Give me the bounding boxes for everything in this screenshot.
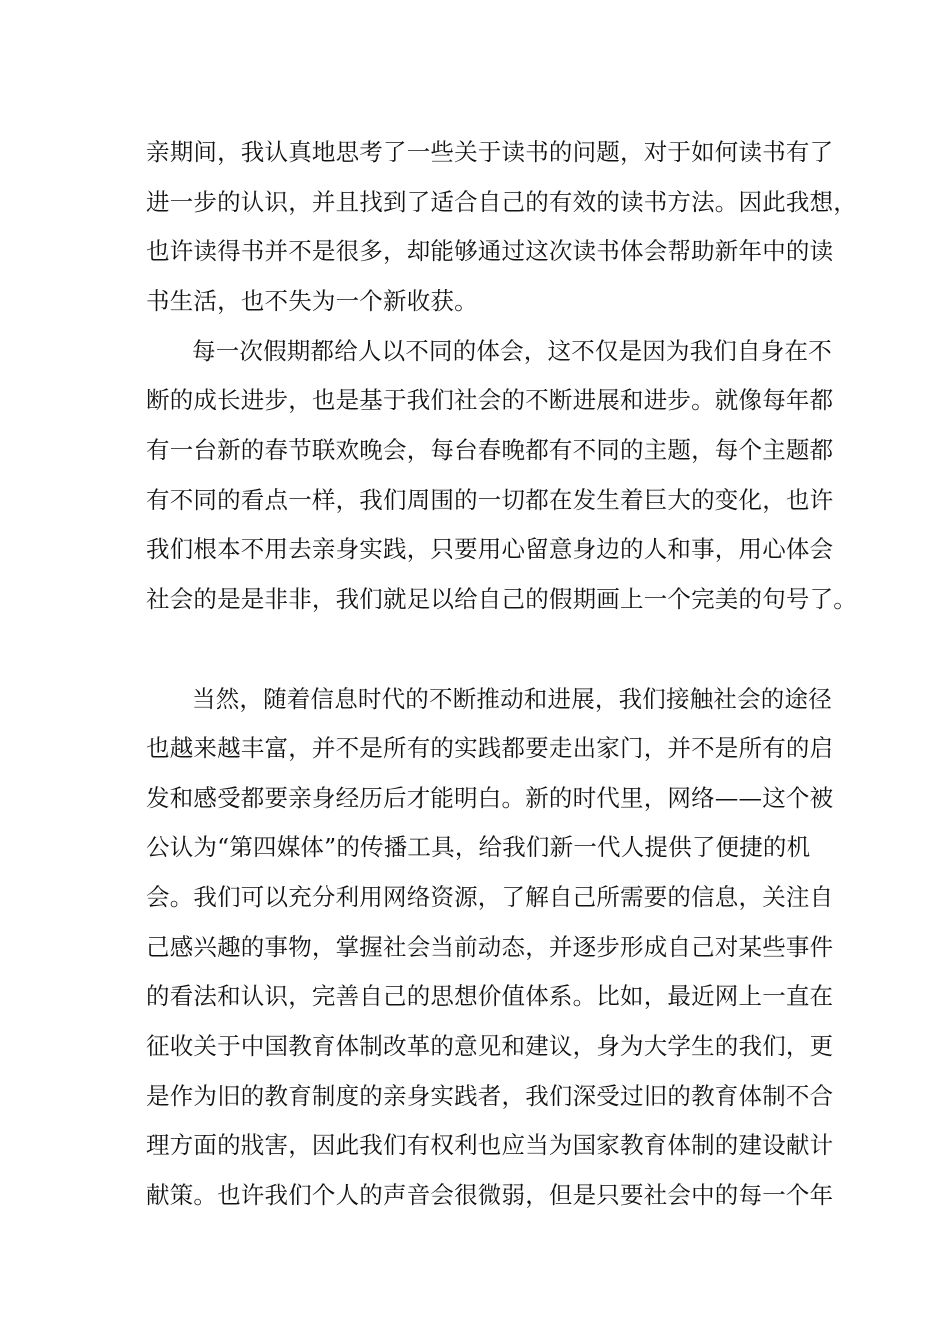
paragraph-3-line-10: 理方面的戕害，因此我们有权利也应当为国家教育体制的建设献计: [146, 1131, 834, 1159]
paragraph-3-line-8: 征收关于中国教育体制改革的意见和建议，身为大学生的我们，更: [146, 1032, 834, 1060]
paragraph-2-line-1: 每一次假期都给人以不同的体会，这不仅是因为我们自身在不: [192, 337, 832, 365]
paragraph-3-line-1: 当然，随着信息时代的不断推动和进展，我们接触社会的途径: [192, 685, 832, 713]
paragraph-3-line-9: 是作为旧的教育制度的亲身实践者，我们深受过旧的教育体制不合: [146, 1082, 834, 1110]
paragraph-3-line-6: 己感兴趣的事物，掌握社会当前动态，并逐步形成自己对某些事件: [146, 933, 834, 961]
paragraph-2-line-4: 有不同的看点一样，我们周围的一切都在发生着巨大的变化，也许: [146, 486, 834, 514]
paragraph-3-line-2: 也越来越丰富，并不是所有的实践都要走出家门，并不是所有的启: [146, 734, 834, 762]
paragraph-1-line-4: 书生活，也不失为一个新收获。: [146, 287, 478, 315]
paragraph-2-line-5: 我们根本不用去亲身实践，只要用心留意身边的人和事，用心体会: [146, 535, 834, 563]
paragraph-2-line-6: 社会的是是非非，我们就足以给自己的假期画上一个完美的句号了。: [146, 585, 857, 613]
paragraph-1-line-3: 也许读得书并不是很多，却能够通过这次读书体会帮助新年中的读: [146, 237, 834, 265]
paragraph-1-line-2: 进一步的认识，并且找到了适合自己的有效的读书方法。因此我想，: [146, 188, 857, 216]
paragraph-3-line-7: 的看法和认识，完善自己的思想价值体系。比如，最近网上一直在: [146, 982, 834, 1010]
paragraph-2-line-2: 断的成长进步，也是基于我们社会的不断进展和进步。就像每年都: [146, 386, 834, 414]
paragraph-3-line-3: 发和感受都要亲身经历后才能明白。新的时代里，网络——这个被: [146, 784, 834, 812]
paragraph-2-line-3: 有一台新的春节联欢晚会，每台春晚都有不同的主题，每个主题都: [146, 436, 834, 464]
paragraph-3-line-4: 公认为“第四媒体”的传播工具，给我们新一代人提供了便捷的机: [146, 833, 811, 861]
paragraph-3-line-5: 会。我们可以充分利用网络资源，了解自己所需要的信息，关注自: [146, 883, 834, 911]
paragraph-3-line-11: 献策。也许我们个人的声音会很微弱，但是只要社会中的每一个年: [146, 1181, 834, 1209]
paragraph-1-line-1: 亲期间，我认真地思考了一些关于读书的问题，对于如何读书有了: [146, 138, 834, 166]
